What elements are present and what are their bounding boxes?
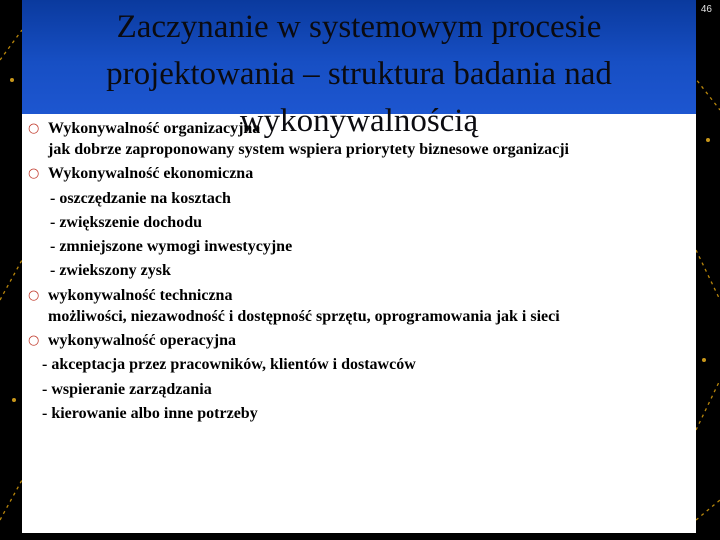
bullet-label: wykonywalność techniczna [48,286,233,304]
bullet-label: Wykonywalność organizacyjna [48,120,261,137]
sub-item: - kierowanie albo inne potrzeby [42,404,258,422]
bullet-label: wykonywalność operacyjna [48,332,237,350]
slide-title: Zaczynanie w systemowym procesie projektowania – struktura badania nad wykonywalnością [106,9,612,139]
sub-item: - zmniejszone wymogi inwestycyjne [50,238,293,256]
slide-number: 46 [700,4,712,15]
sub-item: - wspieranie zarządzania [42,380,212,398]
circle-bullet-icon: ○ [28,333,40,349]
sub-item: - akceptacja przez pracowników, klientów i dostawców [42,356,416,374]
slide-body [28,117,668,426]
bullet-label: Wykonywalność ekonomiczna [48,165,254,183]
sub-item: - zwiekszony zysk [50,262,171,280]
bullet-item [28,117,668,141]
circle-bullet-icon: ○ [28,287,40,303]
bullet-item [28,284,668,308]
sub-item: - oszczędzanie na kosztach [50,189,231,207]
bullet-item [28,329,668,353]
sub-item: - zwiększenie dochodu [50,213,202,231]
circle-bullet-icon: ○ [28,166,40,182]
bullet-detail: jak dobrze zaproponowany system wspiera priorytety biznesowe organizacji [48,141,569,159]
bullet-item [28,162,668,186]
bullet-detail: możliwości, niezawodność i dostępność sprzętu, oprogramowania jak i sieci [48,308,560,326]
circle-bullet-icon: ○ [28,121,40,136]
